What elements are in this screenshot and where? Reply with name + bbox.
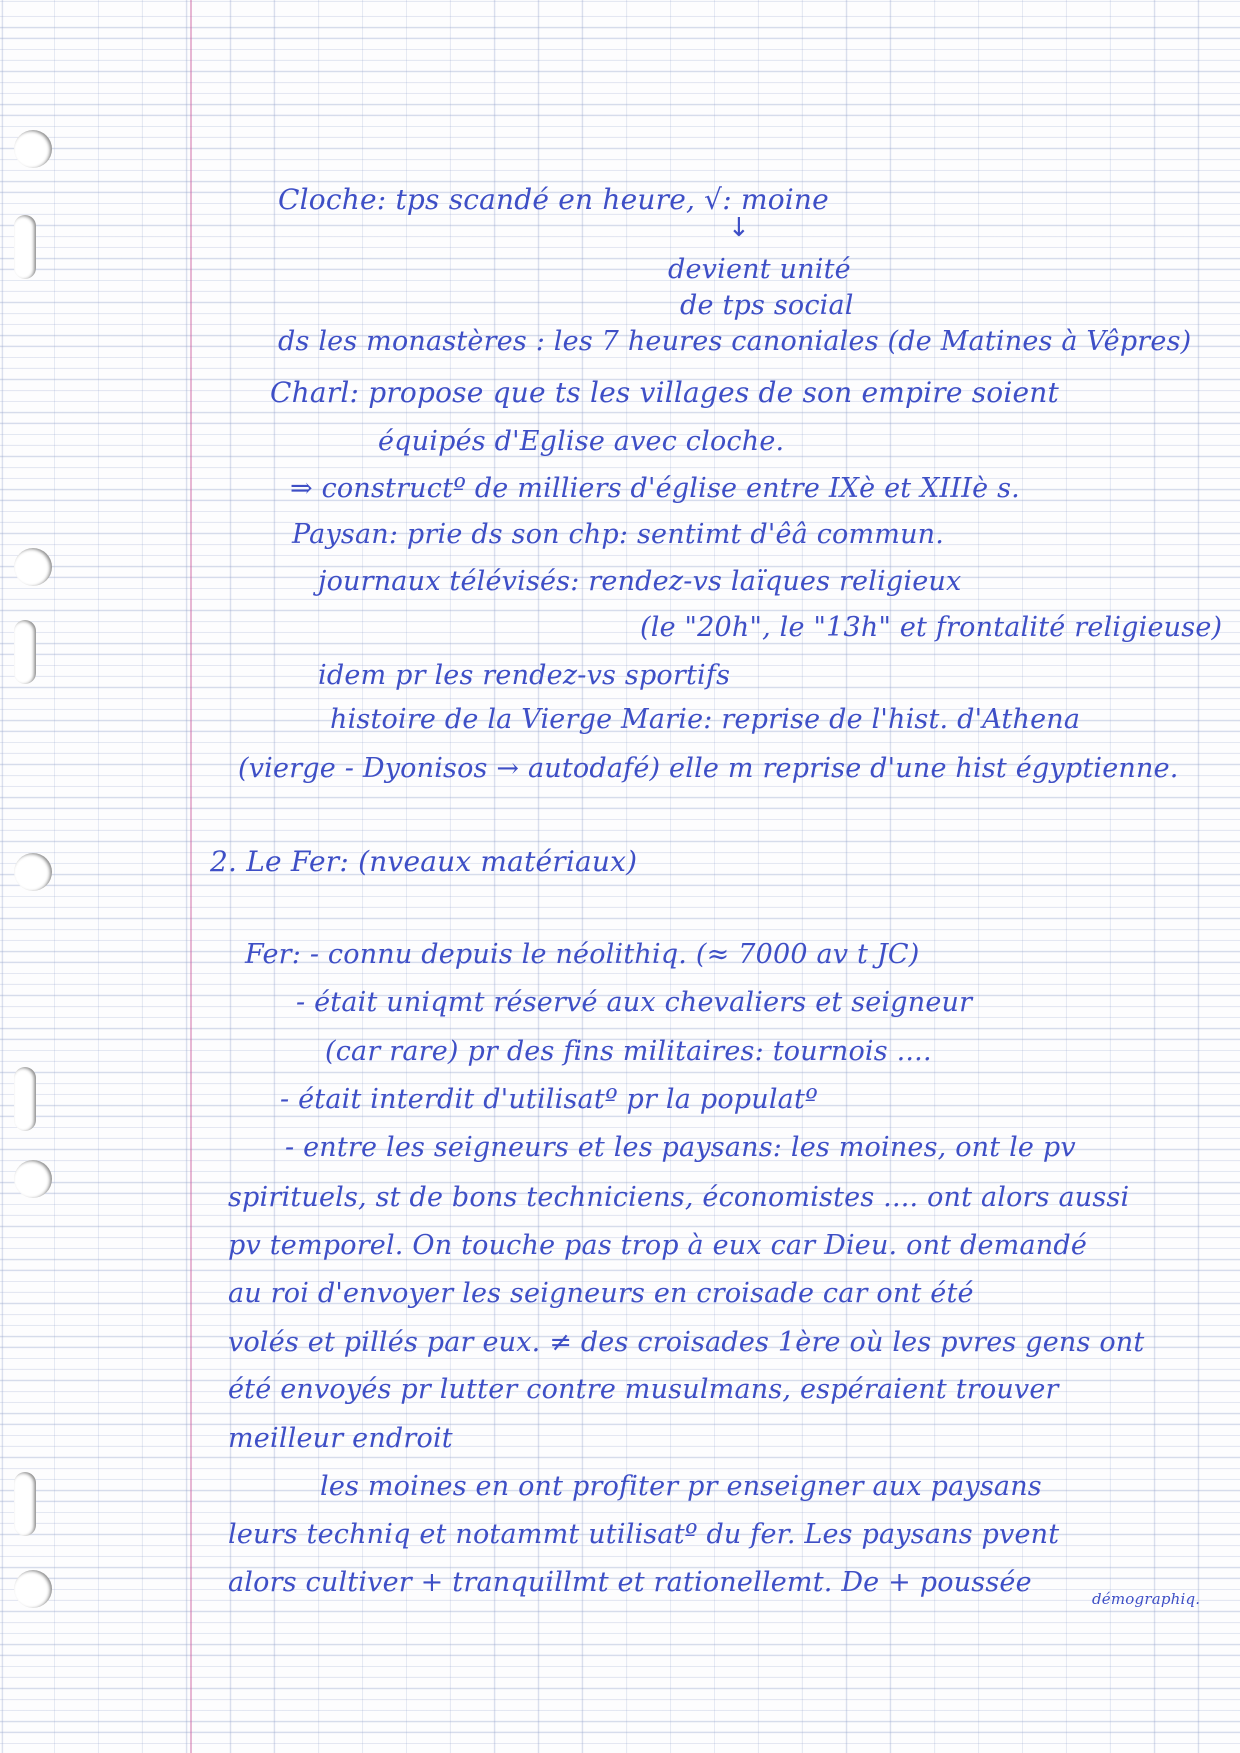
note-line-charl: Charl: propose que ts les villages de son empire soient [270, 376, 1059, 409]
note-line-journaux: journaux télévisés: rendez-vs laïques religieux [318, 566, 962, 597]
binder-hole [14, 1570, 52, 1608]
binder-hole [14, 548, 52, 586]
note-line-monasteres: ds les monastères : les 7 heures canoniales (de Matines à Vêpres) [278, 326, 1192, 357]
note-line-musulmans: été envoyés pr lutter contre musulmans, espéraient trouver [228, 1374, 1059, 1405]
note-line-enseigner: les moines en ont profiter pr enseigner aux paysans [320, 1471, 1042, 1502]
note-line-sportifs: idem pr les rendez-vs sportifs [318, 660, 731, 691]
note-line-demographiq: démographiq. [1092, 1590, 1201, 1608]
note-line-unite: devient unité [668, 254, 851, 285]
note-line-militaires: (car rare) pr des fins militaires: tournois .... [325, 1036, 932, 1067]
note-line-dyonisos: (vierge - Dyonisos → autodafé) elle m reprise d'une hist égyptienne. [238, 753, 1179, 784]
down-arrow-icon: ↓ [728, 213, 750, 243]
binder-slot [14, 215, 36, 279]
binder-hole [14, 853, 52, 891]
section-heading-fer: 2. Le Fer: (nveaux matériaux) [210, 845, 638, 878]
note-line-tps-social: de tps social [680, 290, 854, 321]
note-line-endroit: meilleur endroit [228, 1423, 453, 1454]
note-line-techniq: leurs techniq et notammt utilisatº du fer. Les paysans pvent [228, 1519, 1060, 1550]
note-line-interdit: - était interdit d'utilisatº pr la populatº [280, 1084, 818, 1115]
note-line-20h: (le "20h", le "13h" et frontalité religieuse) [640, 612, 1223, 643]
binder-hole [14, 1160, 52, 1198]
note-line-cloche: Cloche: tps scandé en heure, √: moine [278, 183, 829, 216]
note-line-moines: - entre les seigneurs et les paysans: les moines, ont le pv [285, 1132, 1076, 1163]
binder-hole [14, 130, 52, 168]
binder-slot [14, 1067, 36, 1131]
binder-slot [14, 620, 36, 684]
note-line-paysan: Paysan: prie ds son chp: sentimt d'êâ commun. [292, 519, 945, 550]
note-line-vierge-marie: histoire de la Vierge Marie: reprise de l'hist. d'Athena [330, 704, 1081, 735]
note-line-cultiver: alors cultiver + tranquillmt et rationellemt. De + poussée [228, 1567, 1032, 1598]
margin-line [190, 0, 192, 1753]
note-line-roi: au roi d'envoyer les seigneurs en croisade car ont été [228, 1278, 974, 1309]
binder-slot [14, 1472, 36, 1536]
note-line-fer-connu: Fer: - connu depuis le néolithiq. (≈ 7000 av t JC) [245, 939, 920, 970]
note-line-construction: ⇒ constructº de milliers d'église entre IXè et XIIIè s. [290, 473, 1020, 504]
note-line-temporel: pv temporel. On touche pas trop à eux car Dieu. ont demandé [228, 1230, 1088, 1261]
note-line-equipes: équipés d'Eglise avec cloche. [378, 426, 785, 457]
note-line-spirituels: spirituels, st de bons techniciens, économistes .... ont alors aussi [228, 1182, 1130, 1213]
note-line-croisades: volés et pillés par eux. ≠ des croisades 1ère où les pvres gens ont [228, 1327, 1145, 1358]
note-line-reserve: - était uniqmt réservé aux chevaliers et seigneur [296, 987, 973, 1018]
